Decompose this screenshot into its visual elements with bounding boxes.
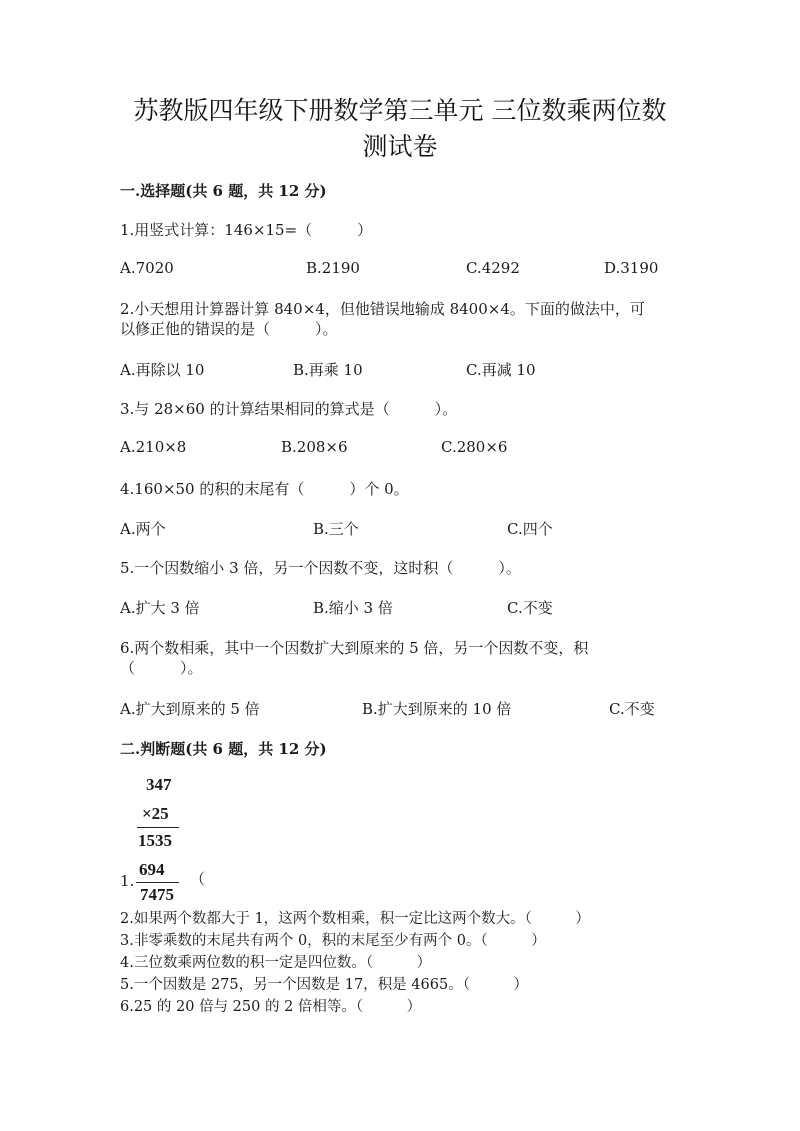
question-4-stem: 4.160×50 的积的末尾有（ ）个 0。: [120, 480, 409, 498]
question-3-stem: 3.与 28×60 的计算结果相同的算式是（ ）。: [120, 400, 458, 418]
judge-item-3: 3.非零乘数的末尾共有两个 0，积的末尾至少有两个 0。（ ）: [120, 933, 546, 949]
section-heading-true-false: 二.判断题(共 6 题，共 12 分): [120, 740, 327, 758]
question-4-option-a: A.两个: [120, 520, 166, 538]
question-1-option-a: A.7020: [120, 259, 174, 277]
question-1-option-d: D.3190: [604, 259, 659, 277]
question-1-stem: 1.用竖式计算：146×15=（ ）: [120, 221, 373, 239]
question-2-stem-line-2: 以修正他的错误的是（ ）。: [120, 320, 338, 338]
question-4-option-b: B.三个: [313, 520, 359, 538]
question-4-option-c: C.四个: [507, 520, 553, 538]
calc-factor-1: 347: [146, 775, 172, 794]
question-2-option-a: A.再除以 10: [120, 361, 205, 379]
question-6-option-c: C.不变: [609, 700, 655, 718]
calc-divider-line-1: [137, 827, 179, 828]
question-2-option-c: C.再减 10: [466, 361, 536, 379]
question-2-option-b: B.再乘 10: [293, 361, 363, 379]
question-5-option-c: C.不变: [507, 599, 553, 617]
judge-item-2: 2.如果两个数都大于 1，这两个数相乘，积一定比这两个数大。（ ）: [120, 911, 590, 927]
judge-1-number: 1.: [120, 872, 135, 890]
question-1-option-b: B.2190: [306, 259, 360, 277]
calc-divider-line-2: [136, 882, 179, 883]
question-6-option-b: B.扩大到原来的 10 倍: [362, 700, 512, 718]
question-2-stem-line-1: 2.小天想用计算器计算 840×4，但他错误地输成 8400×4。下面的做法中，可: [120, 300, 645, 318]
document-title-line-2: 测试卷: [362, 132, 438, 161]
question-6-option-a: A.扩大到原来的 5 倍: [120, 700, 260, 718]
question-6-stem-line-1: 6.两个数相乘，其中一个因数扩大到原来的 5 倍，另一个因数不变，积: [120, 639, 589, 657]
question-1-option-c: C.4292: [466, 259, 520, 277]
question-5-option-b: B.缩小 3 倍: [313, 599, 393, 617]
calc-factor-2: ×25: [142, 804, 169, 823]
question-5-stem: 5.一个因数缩小 3 倍，另一个因数不变，这时积（ ）。: [120, 559, 521, 577]
judge-item-4: 4.三位数乘两位数的积一定是四位数。（ ）: [120, 955, 432, 971]
question-5-option-a: A.扩大 3 倍: [120, 599, 200, 617]
judge-item-5: 5.一个因数是 275，另一个因数是 17，积是 4665。（ ）: [120, 977, 528, 993]
document-title-line-1: 苏教版四年级下册数学第三单元 三位数乘两位数: [133, 96, 667, 125]
calc-partial-product-1: 1535: [138, 831, 172, 850]
section-heading-choice: 一.选择题(共 6 题，共 12 分): [120, 182, 327, 200]
question-3-option-c: C.280×6: [441, 438, 508, 456]
question-6-stem-line-2: （ ）。: [120, 659, 203, 677]
calc-partial-product-2: 694: [139, 860, 165, 879]
calc-result: 7475: [140, 885, 174, 904]
question-3-option-a: A.210×8: [120, 438, 187, 456]
judge-item-6: 6.25 的 20 倍与 250 的 2 倍相等。（ ）: [120, 999, 422, 1015]
question-3-option-b: B.208×6: [281, 438, 348, 456]
judge-1-paren: （: [190, 870, 206, 888]
